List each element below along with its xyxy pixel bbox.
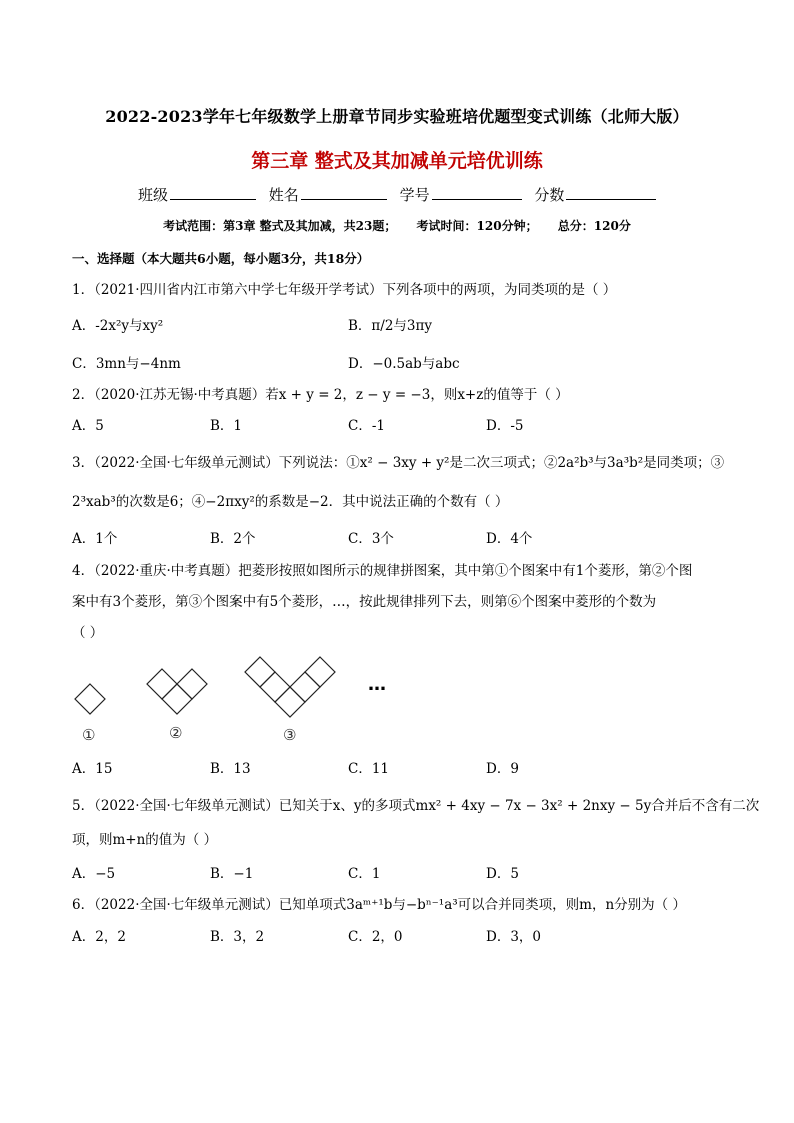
class-blank[interactable] [170,185,256,200]
q4-option-a[interactable]: A．15 [72,761,113,777]
q2-option-d[interactable]: D．-5 [486,418,524,434]
document-title: 2022-2023学年七年级数学上册章节同步实验班培优题型变式训练（北师大版） [105,107,689,126]
q3-option-c[interactable]: C．3个 [348,531,394,547]
question-4-stem-line2: 案中有3个菱形，第③个图案中有5个菱形，…，按此规律排列下去，则第⑥个图案中菱形的个数为 [72,594,657,610]
pattern-3-rhombus-1 [245,657,275,687]
pattern-2-rhombus-right [177,669,207,699]
section-heading: 一、选择题（本大题共6小题，每小题3分，共18分） [72,251,370,266]
class-label: 班级 [138,186,169,204]
question-4-stem-line3: （ ） [72,625,104,641]
q5-option-c[interactable]: C．1 [348,866,381,882]
pattern-3-rhombus-5 [305,657,335,687]
q1-option-d[interactable]: D．−0.5ab与abc [348,356,460,372]
exam-info [0,217,794,234]
score-field [534,184,656,205]
total-score: 总分：120分 [557,219,631,233]
pattern-3-rhombus-2 [260,672,290,702]
q6-option-c[interactable]: C．2，0 [348,929,403,945]
question-1-stem: 1．（2021·四川省内江市第六中学七年级开学考试）下列各项中的两项，为同类项的是（ ） [72,282,617,298]
question-5-stem-line2: 项，则m+n的值为（ ） [72,832,218,848]
class-field [138,184,256,205]
question-6-stem: 6．（2022·全国·七年级单元测试）已知单项式3aᵐ⁺¹b与−bⁿ⁻¹a³可以合并同类项，则m，n分别为（ ） [72,897,686,913]
pattern-2-rhombus-center [162,684,192,714]
name-label: 姓名 [268,186,299,204]
q4-option-d[interactable]: D．9 [486,761,519,777]
exam-scope: 考试范围：第3章 整式及其加减，共23题； [163,219,397,233]
name-blank[interactable] [301,185,387,200]
q4-option-c[interactable]: C．11 [348,761,390,777]
q1-option-b[interactable]: B．π/2与3πy [348,318,433,334]
q5-option-d[interactable]: D．5 [486,866,519,882]
q2-option-c[interactable]: C．-1 [348,418,385,434]
q2-option-b[interactable]: B．1 [210,418,243,434]
question-4-stem-line1: 4．（2022·重庆·中考真题）把菱形按照如图所示的规律拼图案，其中第①个图案中有1个菱形，第②个图 [72,563,693,579]
student-id-blank[interactable] [432,185,522,200]
q5-option-a[interactable]: A．−5 [72,866,116,882]
pattern-1-rhombus [75,684,105,714]
pattern-2-rhombus-left [147,669,177,699]
student-id-label: 学号 [399,186,430,204]
name-field [269,184,387,205]
q6-option-a[interactable]: A．2，2 [72,929,126,945]
q1-option-c[interactable]: C．3mn与−4nm [72,356,181,372]
score-blank[interactable] [566,185,656,200]
score-label: 分数 [534,186,565,204]
pattern-3-rhombus-4 [290,672,320,702]
question-2-stem: 2．（2020·江苏无锡·中考真题）若x + y = 2，z − y = −3，则x+z的值等于（ ） [72,387,569,403]
q5-option-b[interactable]: B．−1 [210,866,254,882]
question-5-stem-line1: 5．（2022·全国·七年级单元测试）已知关于x、y的多项式mx² + 4xy − 7x − 3x² + 2nxy − 5y合并后不含有二次 [72,798,760,814]
q3-option-b[interactable]: B．2个 [210,531,256,547]
pattern-ellipsis: … [368,674,386,695]
question-3-stem-line1: 3．（2022·全国·七年级单元测试）下列说法：①x² − 3xy + y²是二次三项式；②2a²b³与3a³b²是同类项；③ [72,455,725,471]
q3-option-a[interactable]: A．1个 [72,531,118,547]
q2-option-a[interactable]: A．5 [72,418,104,434]
q6-option-b[interactable]: B．3，2 [210,929,265,945]
q4-option-b[interactable]: B．13 [210,761,251,777]
pattern-3-rhombus-3 [275,687,305,717]
q6-option-d[interactable]: D．3，0 [486,929,542,945]
chapter-heading: 第三章 整式及其加减单元培优训练 [251,150,543,172]
exam-time: 考试时间：120分钟； [416,219,538,233]
q3-option-d[interactable]: D．4个 [486,531,533,547]
pattern-2-label: ② [169,724,183,742]
question-3-stem-line2: 2³xab³的次数是6；④−2πxy²的系数是−2．其中说法正确的个数有（ ） [72,494,509,510]
pattern-3-label: ③ [283,726,297,744]
pattern-1-label: ① [82,726,96,744]
student-id-field [400,184,522,205]
q1-option-a[interactable]: A．-2x²y与xy² [72,318,164,334]
rhombus-pattern-figure [70,650,410,750]
student-info-fields [138,184,664,205]
